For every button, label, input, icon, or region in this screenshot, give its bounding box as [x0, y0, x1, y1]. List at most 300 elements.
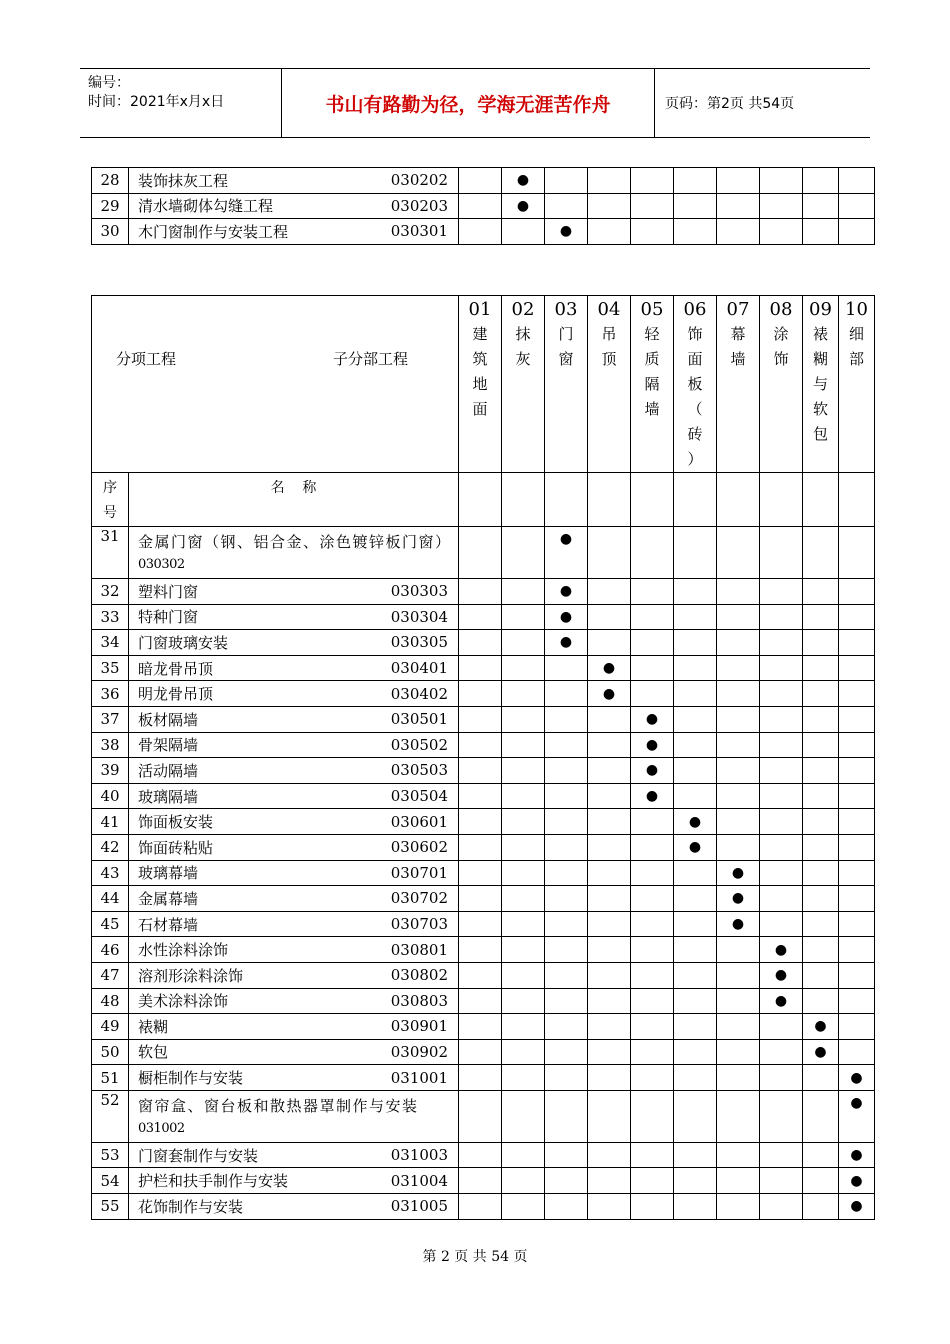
item-code: 030301	[390, 222, 448, 241]
check-cell	[502, 681, 545, 707]
page-header	[80, 68, 870, 138]
check-cell	[631, 706, 674, 732]
table-row	[92, 579, 875, 605]
check-cell	[717, 604, 760, 630]
item-name: 门窗玻璃安装	[138, 633, 229, 652]
check-cell	[674, 988, 717, 1014]
check-cell	[545, 193, 588, 219]
table-row	[92, 860, 875, 886]
table-row	[92, 911, 875, 937]
item-name-cell	[129, 886, 459, 912]
row-number: 52	[92, 1090, 129, 1142]
item-code: 030303	[390, 582, 448, 601]
item-name: 木门窗制作与安装工程	[138, 222, 289, 241]
check-cell	[588, 732, 631, 758]
check-cell	[717, 911, 760, 937]
item-name-cell	[129, 219, 459, 245]
check-mark: ●	[516, 197, 530, 214]
check-cell	[545, 886, 588, 912]
check-cell	[588, 937, 631, 963]
check-cell	[631, 527, 674, 579]
check-cell	[459, 1065, 502, 1091]
check-cell	[674, 860, 717, 886]
item-name: 软包	[138, 1043, 169, 1062]
column-number: 06	[683, 299, 707, 320]
check-cell	[803, 1065, 839, 1091]
check-cell	[803, 193, 839, 219]
check-cell	[545, 962, 588, 988]
continued-table	[91, 167, 875, 245]
check-cell	[459, 937, 502, 963]
item-code: 030305	[390, 633, 448, 652]
check-cell	[674, 579, 717, 605]
check-cell	[631, 193, 674, 219]
check-cell	[502, 809, 545, 835]
row-number: 41	[92, 809, 129, 835]
check-cell	[839, 809, 875, 835]
item-name-cell	[129, 1090, 459, 1142]
check-cell	[760, 809, 803, 835]
check-cell	[803, 834, 839, 860]
check-cell	[803, 962, 839, 988]
check-mark: ●	[814, 1018, 827, 1035]
subdivision-header-label: 子分部工程	[333, 350, 409, 368]
check-cell	[839, 706, 875, 732]
check-cell	[674, 962, 717, 988]
check-cell	[588, 168, 631, 194]
check-cell	[502, 758, 545, 784]
check-cell	[502, 1168, 545, 1194]
check-mark: ●	[602, 660, 616, 677]
row-number: 36	[92, 681, 129, 707]
item-name: 花饰制作与安装	[138, 1197, 244, 1216]
document-number-label: 编号：	[88, 75, 130, 91]
check-cell	[760, 758, 803, 784]
check-mark: ●	[814, 1043, 827, 1060]
check-cell	[459, 655, 502, 681]
column-number: 01	[468, 299, 492, 320]
check-cell	[839, 604, 875, 630]
check-cell	[803, 706, 839, 732]
item-name-cell	[129, 1194, 459, 1220]
check-cell	[839, 527, 875, 579]
item-name: 板材隔墙	[138, 710, 199, 729]
check-cell	[674, 655, 717, 681]
check-cell	[459, 783, 502, 809]
check-cell	[674, 681, 717, 707]
check-cell	[631, 681, 674, 707]
item-name-cell	[129, 809, 459, 835]
check-cell	[502, 604, 545, 630]
item-name-cell	[129, 1168, 459, 1194]
check-cell	[631, 1065, 674, 1091]
check-cell	[674, 911, 717, 937]
check-cell	[674, 193, 717, 219]
subdivision-column-header	[502, 296, 545, 473]
check-cell	[717, 706, 760, 732]
check-cell	[502, 630, 545, 656]
item-name-cell	[129, 732, 459, 758]
seq-header	[92, 473, 129, 527]
check-cell	[674, 732, 717, 758]
check-cell	[502, 706, 545, 732]
check-cell	[839, 962, 875, 988]
check-cell	[760, 1168, 803, 1194]
table-row	[92, 630, 875, 656]
check-cell	[803, 655, 839, 681]
check-cell	[459, 911, 502, 937]
check-cell	[459, 758, 502, 784]
check-cell	[545, 1168, 588, 1194]
check-cell	[839, 1039, 875, 1065]
item-name-cell	[129, 962, 459, 988]
item-code: 030701	[390, 863, 448, 882]
check-cell	[588, 527, 631, 579]
column-name: 轻质隔墙	[644, 325, 660, 418]
check-cell	[760, 681, 803, 707]
row-number: 46	[92, 937, 129, 963]
check-cell	[631, 732, 674, 758]
check-cell	[717, 168, 760, 194]
check-cell	[803, 681, 839, 707]
row-number: 55	[92, 1194, 129, 1220]
check-cell	[803, 758, 839, 784]
check-cell	[760, 988, 803, 1014]
column-number: 07	[726, 299, 750, 320]
table-row	[92, 732, 875, 758]
check-cell	[674, 168, 717, 194]
check-cell	[674, 758, 717, 784]
table-row	[92, 1065, 875, 1091]
header-meta	[80, 69, 282, 137]
check-cell	[459, 1090, 502, 1142]
item-name-cell	[129, 604, 459, 630]
row-number: 34	[92, 630, 129, 656]
check-cell	[631, 1168, 674, 1194]
item-code: 030902	[390, 1042, 448, 1061]
row-number: 32	[92, 579, 129, 605]
item-code: 030601	[390, 812, 448, 831]
item-code: 030503	[390, 761, 448, 780]
check-cell	[588, 630, 631, 656]
check-cell	[459, 962, 502, 988]
check-cell	[459, 630, 502, 656]
check-cell	[803, 886, 839, 912]
check-cell	[631, 1090, 674, 1142]
check-cell	[717, 860, 760, 886]
table-header-labels	[92, 296, 459, 473]
table-row	[92, 1168, 875, 1194]
check-cell	[803, 732, 839, 758]
row-number: 35	[92, 655, 129, 681]
check-mark: ●	[645, 711, 659, 728]
check-cell	[502, 911, 545, 937]
check-cell	[717, 732, 760, 758]
check-cell	[839, 1194, 875, 1220]
item-name-cell	[129, 681, 459, 707]
column-name: 吊顶	[601, 325, 617, 368]
check-cell	[545, 706, 588, 732]
check-mark: ●	[688, 813, 702, 830]
check-cell	[459, 1039, 502, 1065]
check-cell	[717, 655, 760, 681]
check-cell	[839, 860, 875, 886]
check-cell	[502, 988, 545, 1014]
item-name: 清水墙砌体勾缝工程	[138, 197, 274, 216]
item-code: 030901	[390, 1017, 448, 1036]
check-cell	[760, 1142, 803, 1168]
table-row	[92, 681, 875, 707]
check-mark: ●	[559, 223, 573, 240]
check-cell	[674, 706, 717, 732]
check-cell	[545, 1194, 588, 1220]
check-cell	[803, 1168, 839, 1194]
item-name-cell	[129, 783, 459, 809]
check-cell	[545, 834, 588, 860]
item-name: 水性涂料涂饰	[138, 941, 229, 960]
item-code: 031005	[390, 1197, 448, 1216]
check-cell	[545, 809, 588, 835]
row-number: 43	[92, 860, 129, 886]
check-cell	[545, 1142, 588, 1168]
check-cell	[717, 681, 760, 707]
table-row	[92, 809, 875, 835]
item-name-cell	[129, 1014, 459, 1040]
row-number: 54	[92, 1168, 129, 1194]
check-cell	[588, 1194, 631, 1220]
check-cell	[588, 193, 631, 219]
check-cell	[760, 168, 803, 194]
check-mark: ●	[850, 1147, 863, 1164]
check-mark: ●	[645, 736, 659, 753]
check-cell	[674, 604, 717, 630]
check-cell	[717, 1039, 760, 1065]
check-cell	[545, 655, 588, 681]
check-cell	[717, 809, 760, 835]
item-name-cell	[129, 630, 459, 656]
check-cell	[502, 886, 545, 912]
check-cell	[631, 579, 674, 605]
check-cell	[459, 1194, 502, 1220]
check-cell	[760, 911, 803, 937]
subdivision-column-header	[674, 296, 717, 473]
check-cell	[674, 1168, 717, 1194]
check-cell	[803, 219, 839, 245]
check-cell	[839, 1065, 875, 1091]
check-cell	[760, 193, 803, 219]
item-name: 饰面砖粘贴	[138, 838, 214, 857]
item-name-cell	[129, 937, 459, 963]
row-number: 29	[92, 193, 129, 219]
item-name-cell	[129, 1039, 459, 1065]
check-cell	[502, 193, 545, 219]
check-cell	[459, 988, 502, 1014]
table-row	[92, 193, 875, 219]
check-cell	[459, 886, 502, 912]
item-code: 031001	[390, 1068, 448, 1087]
check-cell	[674, 809, 717, 835]
table-row	[92, 1194, 875, 1220]
row-number: 33	[92, 604, 129, 630]
check-cell	[502, 219, 545, 245]
check-cell	[545, 168, 588, 194]
item-code: 030801	[390, 940, 448, 959]
check-cell	[588, 1142, 631, 1168]
check-cell	[502, 579, 545, 605]
check-cell	[803, 579, 839, 605]
check-cell	[631, 604, 674, 630]
subdivision-column-header	[459, 296, 502, 473]
check-cell	[631, 783, 674, 809]
check-cell	[760, 1065, 803, 1091]
item-name: 玻璃幕墙	[138, 864, 199, 883]
check-cell	[588, 219, 631, 245]
check-cell	[588, 962, 631, 988]
check-cell	[839, 1090, 875, 1142]
check-cell	[545, 579, 588, 605]
check-cell	[839, 579, 875, 605]
subdivision-column-header	[717, 296, 760, 473]
check-cell	[459, 860, 502, 886]
check-cell	[545, 1065, 588, 1091]
item-name-cell	[129, 706, 459, 732]
check-cell	[839, 758, 875, 784]
check-cell	[674, 1065, 717, 1091]
check-cell	[588, 604, 631, 630]
check-cell	[588, 988, 631, 1014]
row-number: 38	[92, 732, 129, 758]
item-name-cell	[129, 193, 459, 219]
check-cell	[502, 1039, 545, 1065]
check-cell	[502, 168, 545, 194]
item-code: 030304	[390, 607, 448, 626]
check-cell	[631, 886, 674, 912]
page-footer: 第 2 页 共 54 页	[422, 1249, 528, 1265]
check-cell	[588, 860, 631, 886]
check-cell	[717, 219, 760, 245]
check-cell	[588, 579, 631, 605]
item-code: 030703	[390, 915, 448, 934]
check-cell	[459, 681, 502, 707]
check-mark: ●	[688, 839, 702, 856]
document-date-label: 时间：2021年x月x日	[88, 94, 225, 110]
check-cell	[674, 1194, 717, 1220]
check-cell	[717, 193, 760, 219]
check-cell	[760, 1194, 803, 1220]
item-code: 031003	[390, 1146, 448, 1165]
check-cell	[502, 1014, 545, 1040]
check-cell	[803, 1194, 839, 1220]
check-cell	[760, 706, 803, 732]
subdivision-column-header	[803, 296, 839, 473]
check-cell	[588, 809, 631, 835]
check-cell	[839, 834, 875, 860]
name-header	[129, 473, 459, 527]
check-cell	[674, 1039, 717, 1065]
item-code: 030302	[138, 557, 185, 572]
check-cell	[502, 834, 545, 860]
table-row	[92, 168, 875, 194]
check-cell	[631, 1014, 674, 1040]
subitem-header-label: 分项工程	[116, 350, 177, 368]
item-name: 饰面板安装	[138, 813, 214, 832]
item-name: 金属门窗（钢、铝合金、涂色镀锌板门窗）	[138, 533, 452, 551]
check-cell	[760, 937, 803, 963]
check-cell	[839, 193, 875, 219]
check-cell	[545, 527, 588, 579]
subdivision-column-header	[588, 296, 631, 473]
check-cell	[839, 168, 875, 194]
check-cell	[839, 219, 875, 245]
check-cell	[631, 962, 674, 988]
table-row	[92, 1039, 875, 1065]
item-name: 门窗套制作与安装	[138, 1146, 259, 1165]
row-number: 45	[92, 911, 129, 937]
check-cell	[760, 579, 803, 605]
item-code: 030202	[390, 171, 448, 190]
item-code: 031004	[390, 1171, 448, 1190]
table-row	[92, 1142, 875, 1168]
check-cell	[631, 937, 674, 963]
check-cell	[760, 527, 803, 579]
check-cell	[674, 1090, 717, 1142]
check-cell	[545, 988, 588, 1014]
row-number: 40	[92, 783, 129, 809]
item-name-cell	[129, 758, 459, 784]
check-cell	[760, 1014, 803, 1040]
item-code: 031002	[138, 1120, 185, 1136]
check-cell	[839, 1168, 875, 1194]
row-number: 48	[92, 988, 129, 1014]
check-cell	[545, 604, 588, 630]
table-row	[92, 604, 875, 630]
item-name-cell	[129, 579, 459, 605]
item-name: 骨架隔墙	[138, 736, 199, 755]
check-cell	[760, 1039, 803, 1065]
item-code: 030501	[390, 710, 448, 729]
check-cell	[459, 732, 502, 758]
inspection-table	[91, 295, 875, 1220]
check-cell	[674, 527, 717, 579]
check-mark: ●	[774, 941, 788, 958]
check-cell	[502, 937, 545, 963]
item-code: 030802	[390, 966, 448, 985]
check-cell	[459, 1142, 502, 1168]
check-cell	[803, 783, 839, 809]
check-cell	[545, 1090, 588, 1142]
check-cell	[803, 527, 839, 579]
check-cell	[839, 937, 875, 963]
check-cell	[760, 732, 803, 758]
check-cell	[545, 630, 588, 656]
check-cell	[631, 834, 674, 860]
check-mark: ●	[559, 634, 573, 651]
check-cell	[459, 834, 502, 860]
column-number: 04	[597, 299, 621, 320]
item-name-cell	[129, 911, 459, 937]
subdivision-column-header	[839, 296, 875, 473]
row-number: 30	[92, 219, 129, 245]
check-cell	[717, 1194, 760, 1220]
check-cell	[839, 630, 875, 656]
table-row	[92, 1014, 875, 1040]
check-cell	[459, 527, 502, 579]
check-cell	[545, 681, 588, 707]
check-cell	[631, 168, 674, 194]
check-cell	[717, 988, 760, 1014]
table-row	[92, 706, 875, 732]
check-cell	[717, 1142, 760, 1168]
